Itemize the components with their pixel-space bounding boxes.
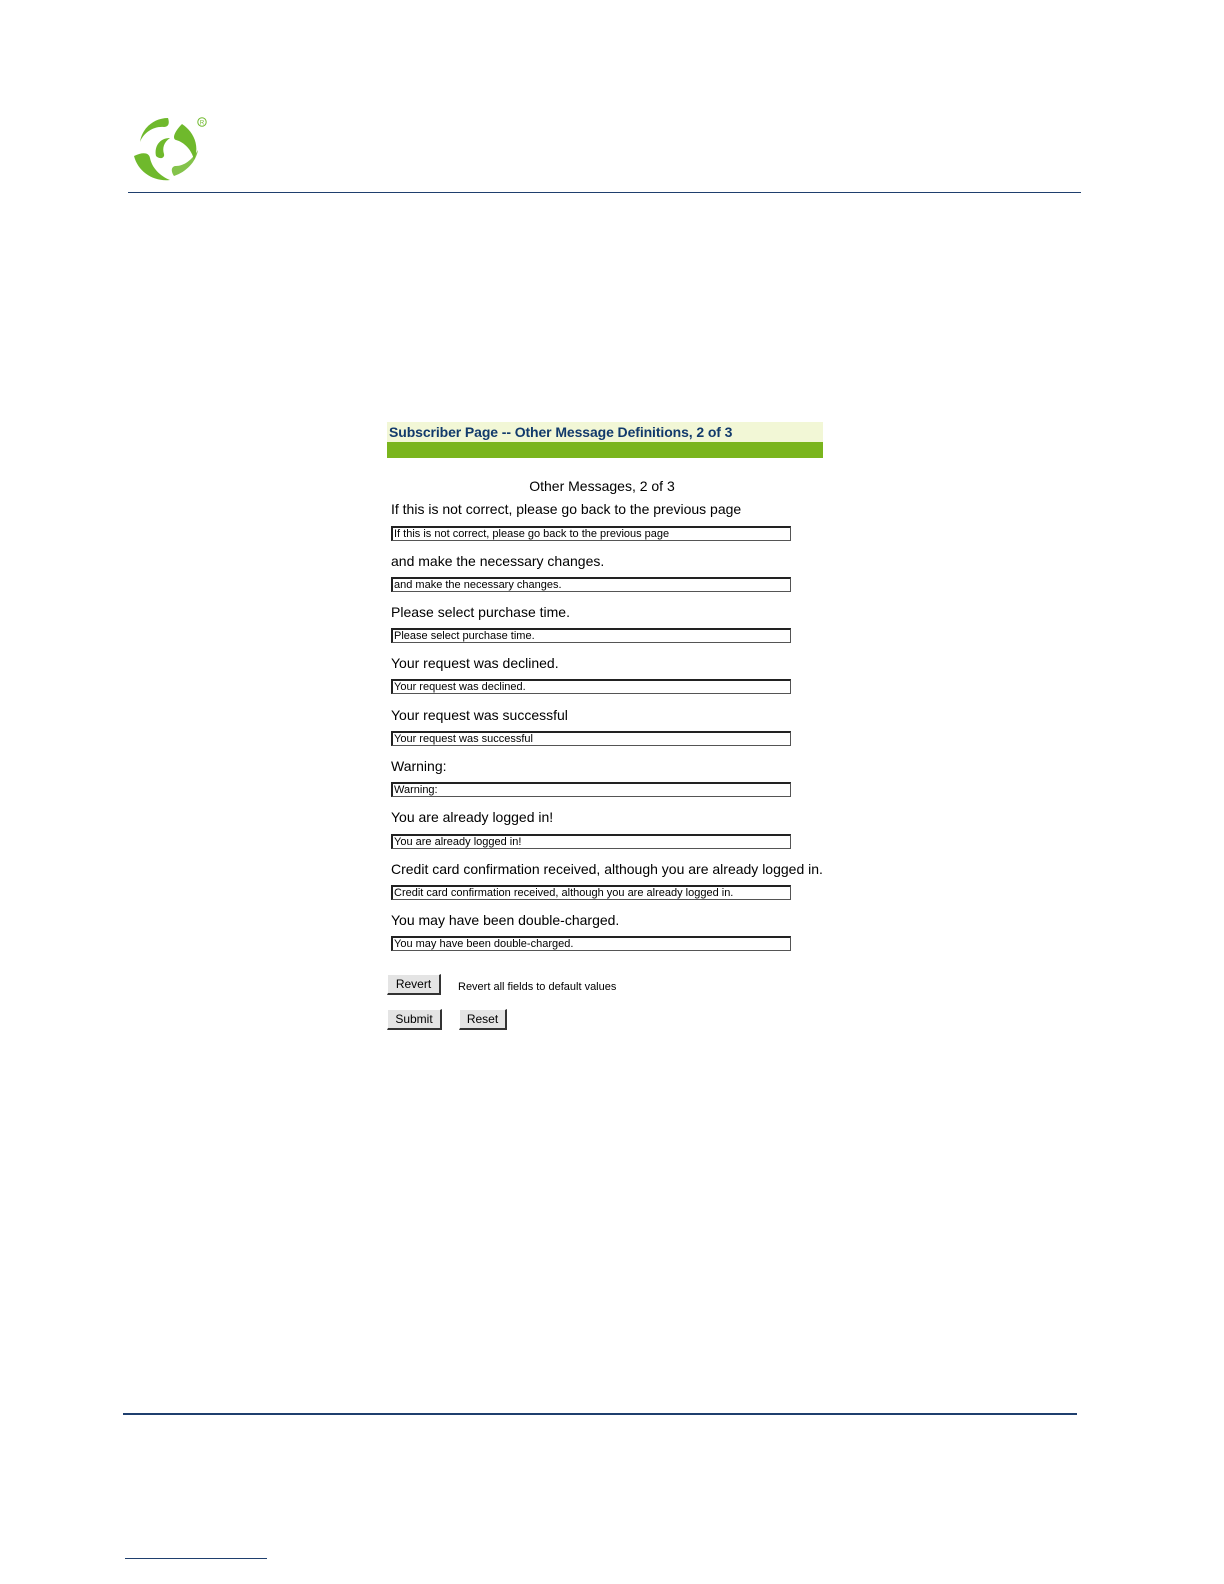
revert-button[interactable]: Revert [387,974,441,995]
message-label-3: Please select purchase time. [391,604,570,620]
message-label-8: Credit card confirmation received, although you are already logged in. [391,861,823,877]
message-field-7[interactable] [391,834,791,849]
reset-button[interactable]: Reset [459,1009,507,1030]
message-label-4: Your request was declined. [391,655,559,671]
message-label-7: You are already logged in! [391,809,554,825]
message-field-5[interactable] [391,731,791,746]
footnote-divider [125,1558,267,1559]
footer-divider [123,1413,1077,1415]
message-field-8[interactable] [391,885,791,900]
page-title: Subscriber Page -- Other Message Definitions, 2 of 3 [389,424,733,440]
message-label-9: You may have been double-charged. [391,912,620,928]
message-field-3[interactable] [391,628,791,643]
submit-button[interactable]: Submit [387,1009,442,1030]
header-divider [128,192,1081,193]
message-field-1[interactable] [391,526,791,541]
svg-text:R: R [199,120,205,127]
message-label-5: Your request was successful [391,707,568,723]
swirl-logo-icon [128,112,212,186]
subscriber-page-screenshot [387,422,827,1042]
message-field-2[interactable] [391,577,791,592]
message-label-2: and make the necessary changes. [391,553,605,569]
message-label-6: Warning: [391,758,447,774]
revert-description: Revert all fields to default values [458,981,617,993]
message-field-6[interactable] [391,782,791,797]
section-heading: Other Messages, 2 of 3 [529,478,675,494]
message-field-4[interactable] [391,679,791,694]
green-title-bar [387,442,823,458]
message-field-9[interactable] [391,936,791,951]
message-label-1: If this is not correct, please go back to the previous page [391,501,742,517]
page-header [387,422,823,442]
